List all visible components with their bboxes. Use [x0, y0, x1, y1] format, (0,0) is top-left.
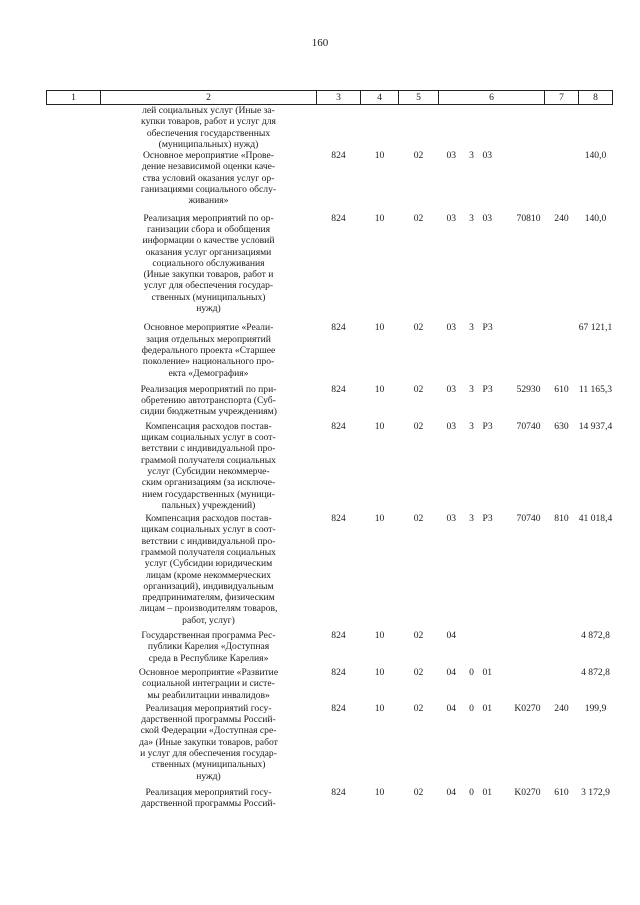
- empty-cell: [47, 667, 101, 703]
- amount: 4 872,8: [581, 630, 610, 642]
- event-code: P3: [482, 322, 493, 334]
- pr-code: 02: [413, 513, 424, 525]
- pr-code: 02: [413, 666, 424, 678]
- expense-type-code: [545, 630, 579, 667]
- program-code: 03: [446, 383, 457, 395]
- event-code: P3: [482, 383, 493, 395]
- expense-type-code: [545, 105, 579, 151]
- empty-cell: [47, 703, 101, 787]
- rz-code: 10: [374, 666, 385, 678]
- table-row: [47, 787, 613, 810]
- expense-type-code: 810: [554, 513, 569, 525]
- direction-code: 52930: [516, 383, 541, 395]
- row-description: [101, 703, 317, 787]
- event-code: 01: [482, 786, 493, 798]
- table-row: [47, 322, 613, 383]
- target-article-code: [439, 667, 545, 703]
- target-article-code: [439, 384, 545, 421]
- target-article-code: [439, 421, 545, 513]
- table-row: [47, 213, 613, 323]
- subprogram-code: 0: [469, 702, 474, 714]
- header-cell: 6: [439, 91, 545, 105]
- direction-code: [507, 150, 541, 161]
- program-code: 04: [446, 666, 457, 678]
- pr-code: 02: [413, 420, 424, 432]
- row-description: [101, 384, 317, 421]
- empty-cell: [47, 787, 101, 810]
- target-article-code: [439, 150, 545, 212]
- header-cell: 1: [47, 91, 101, 105]
- row-description: [101, 150, 317, 212]
- empty-cell: [47, 513, 101, 630]
- description-text: Компенсация расходов постав- щикам социальных услуг в соот- ветствии с индивидуальной про- граммой получателя социальных услуг (Субсидии некоммерче- ским организациям (за исключе- нием государственных (муници- пальных) учреждений): [141, 420, 276, 511]
- program-code: 03: [446, 212, 457, 224]
- rz-code: 10: [374, 420, 385, 432]
- program-code: 03: [446, 513, 457, 525]
- amount: 14 937,4: [578, 420, 613, 432]
- target-article-code: [439, 787, 545, 810]
- amount: 11 165,3: [578, 383, 613, 395]
- row-description: [101, 322, 317, 383]
- rz-code: 10: [374, 383, 385, 395]
- amount: 4 872,8: [581, 666, 610, 678]
- empty-cell: [47, 384, 101, 421]
- gr-code: 824: [331, 420, 346, 432]
- header-cell: 7: [545, 91, 579, 105]
- expense-type-code: 240: [554, 702, 569, 714]
- direction-code: 70740: [516, 420, 541, 432]
- row-description: [101, 667, 317, 703]
- amount: 41 018,4: [578, 513, 613, 525]
- direction-code: [507, 322, 541, 333]
- subprogram-code: 3: [469, 322, 474, 334]
- program-code: 03: [446, 322, 457, 334]
- expense-type-code: 240: [554, 212, 569, 224]
- subprogram-code: 3: [469, 513, 474, 525]
- target-article-code: [439, 630, 545, 667]
- gr-code: 824: [331, 513, 346, 525]
- table-row: [47, 150, 613, 212]
- subprogram-code: 0: [469, 786, 474, 798]
- header-cell: 4: [361, 91, 399, 105]
- pr-code: 02: [413, 786, 424, 798]
- event-code: 01: [482, 666, 493, 678]
- header-cell: 3: [317, 91, 361, 105]
- rz-code: 10: [374, 212, 385, 224]
- table-row: [47, 105, 613, 151]
- amount: 199,9: [584, 702, 607, 714]
- gr-code: [317, 105, 361, 151]
- gr-code: 824: [331, 212, 346, 224]
- rz-code: 10: [374, 702, 385, 714]
- row-description: [101, 513, 317, 630]
- row-description: [101, 787, 317, 810]
- program-code: 04: [446, 702, 457, 714]
- pr-code: 02: [413, 212, 424, 224]
- pr-code: 02: [413, 150, 424, 162]
- rz-code: [361, 105, 399, 151]
- event-code: P3: [482, 513, 493, 525]
- gr-code: 824: [331, 322, 346, 334]
- table-row: [47, 513, 613, 630]
- target-article-code: [439, 322, 545, 383]
- gr-code: 824: [331, 786, 346, 798]
- target-article-code: [439, 105, 545, 151]
- rz-code: 10: [374, 513, 385, 525]
- empty-cell: [47, 213, 101, 323]
- row-description: [101, 630, 317, 667]
- subprogram-code: 3: [469, 150, 474, 162]
- empty-cell: [47, 322, 101, 383]
- description-text: Реализация мероприятий по при- обретению автотранспорта (Суб- сидии бюджетным учреждениям): [140, 383, 277, 418]
- rz-code: 10: [374, 150, 385, 162]
- amount: 3 172,9: [581, 786, 610, 798]
- table-row: [47, 703, 613, 787]
- description-text: Реализация мероприятий госу- дарственной программы Россий- ской Федерации «Доступная сре- да» (Иные закупки товаров, работ и услуг для обеспечения государ- ственных (муниципальных) нужд): [139, 702, 278, 782]
- empty-cell: [47, 150, 101, 212]
- gr-code: 824: [331, 666, 346, 678]
- direction-code: [507, 630, 541, 641]
- program-code: 04: [446, 630, 457, 642]
- description-text: лей социальных услуг (Иные за- купки товаров, работ и услуг для обеспечения государственных (муниципальных) нужд): [141, 105, 276, 150]
- pr-code: 02: [413, 702, 424, 714]
- gr-code: 824: [331, 630, 346, 642]
- description-text: Реализация мероприятий по ор- ганизации сбора и обобщения информации о качестве условий оказания услуг организациями социального обслуживания (Иные закупки товаров, работ и услуг для обеспечения государ- ственных (муниципальных) нужд): [142, 212, 275, 315]
- amount: 140,0: [584, 150, 607, 162]
- description-text: Компенсация расходов постав- щикам социальных услуг в соот- ветствии с индивидуальной про- граммой получателя социальных услуг (Субсидии юридическим лицам (кроме некоммерческих организаций), индивидуальным предпринимателям, физическим лицам – производителям товаров, работ, услуг): [139, 513, 278, 626]
- table-row: [47, 421, 613, 513]
- event-code: [483, 630, 501, 641]
- subprogram-code: [467, 630, 477, 641]
- pr-code: [399, 105, 439, 151]
- pr-code: 02: [413, 630, 424, 642]
- budget-table: [46, 90, 613, 810]
- expense-type-code: [545, 150, 579, 212]
- table-row: [47, 384, 613, 421]
- subprogram-code: 3: [469, 420, 474, 432]
- empty-cell: [47, 421, 101, 513]
- amount: 140,0: [584, 212, 607, 224]
- empty-cell: [47, 630, 101, 667]
- description-text: Основное мероприятие «Развитие социальной интеграции и систе- мы реабилитации инвалидов»: [138, 666, 279, 701]
- rz-code: 10: [374, 630, 385, 642]
- direction-code: 70810: [516, 212, 541, 224]
- description-text: Основное мероприятие «Реали- зация отдельных мероприятий федерального проекта «Старшее поколение» национального про- екта «Демография»: [141, 322, 276, 379]
- description-text: Реализация мероприятий госу- дарственной программы Россий-: [141, 786, 276, 810]
- empty-cell: [47, 105, 101, 151]
- row-description: [101, 105, 317, 151]
- subprogram-code: 3: [469, 212, 474, 224]
- direction-code: [507, 667, 541, 678]
- expense-type-code: 610: [554, 383, 569, 395]
- rz-code: 10: [374, 322, 385, 334]
- expense-type-code: [545, 667, 579, 703]
- header-cell: 8: [579, 91, 613, 105]
- event-code: 03: [482, 212, 493, 224]
- header-row: [47, 91, 613, 105]
- rz-code: 10: [374, 786, 385, 798]
- description-text: Основное мероприятие «Прове- дение независимой оценки каче- ства условий оказания услуг ор- ганизациями социального обслу- живания»: [140, 150, 277, 207]
- direction-code: K0270: [514, 786, 541, 798]
- gr-code: 824: [331, 150, 346, 162]
- expense-type-code: 630: [554, 420, 569, 432]
- event-code: 03: [482, 150, 493, 162]
- pr-code: 02: [413, 322, 424, 334]
- amount: 67 121,1: [578, 322, 613, 334]
- description-text: Государственная программа Рес- публики Карелия «Доступная среда в Республике Карелия»: [141, 630, 276, 664]
- direction-code: 70740: [516, 513, 541, 525]
- expense-type-code: [545, 322, 579, 383]
- target-article-code: [439, 213, 545, 323]
- program-code: 03: [446, 420, 457, 432]
- page-number: 160: [311, 37, 329, 49]
- event-code: 01: [482, 702, 493, 714]
- program-code: 04: [446, 786, 457, 798]
- table-row: [47, 667, 613, 703]
- header-cell: 2: [101, 91, 317, 105]
- expense-type-code: 610: [554, 786, 569, 798]
- row-description: [101, 421, 317, 513]
- target-article-code: [439, 703, 545, 787]
- table-row: [47, 630, 613, 667]
- target-article-code: [439, 513, 545, 630]
- row-description: [101, 213, 317, 323]
- gr-code: 824: [331, 383, 346, 395]
- direction-code: K0270: [514, 702, 541, 714]
- program-code: 03: [446, 150, 457, 162]
- event-code: P3: [482, 420, 493, 432]
- gr-code: 824: [331, 702, 346, 714]
- subprogram-code: 3: [469, 383, 474, 395]
- header-cell: 5: [399, 91, 439, 105]
- subprogram-code: 0: [469, 666, 474, 678]
- amount: [579, 105, 613, 151]
- pr-code: 02: [413, 383, 424, 395]
